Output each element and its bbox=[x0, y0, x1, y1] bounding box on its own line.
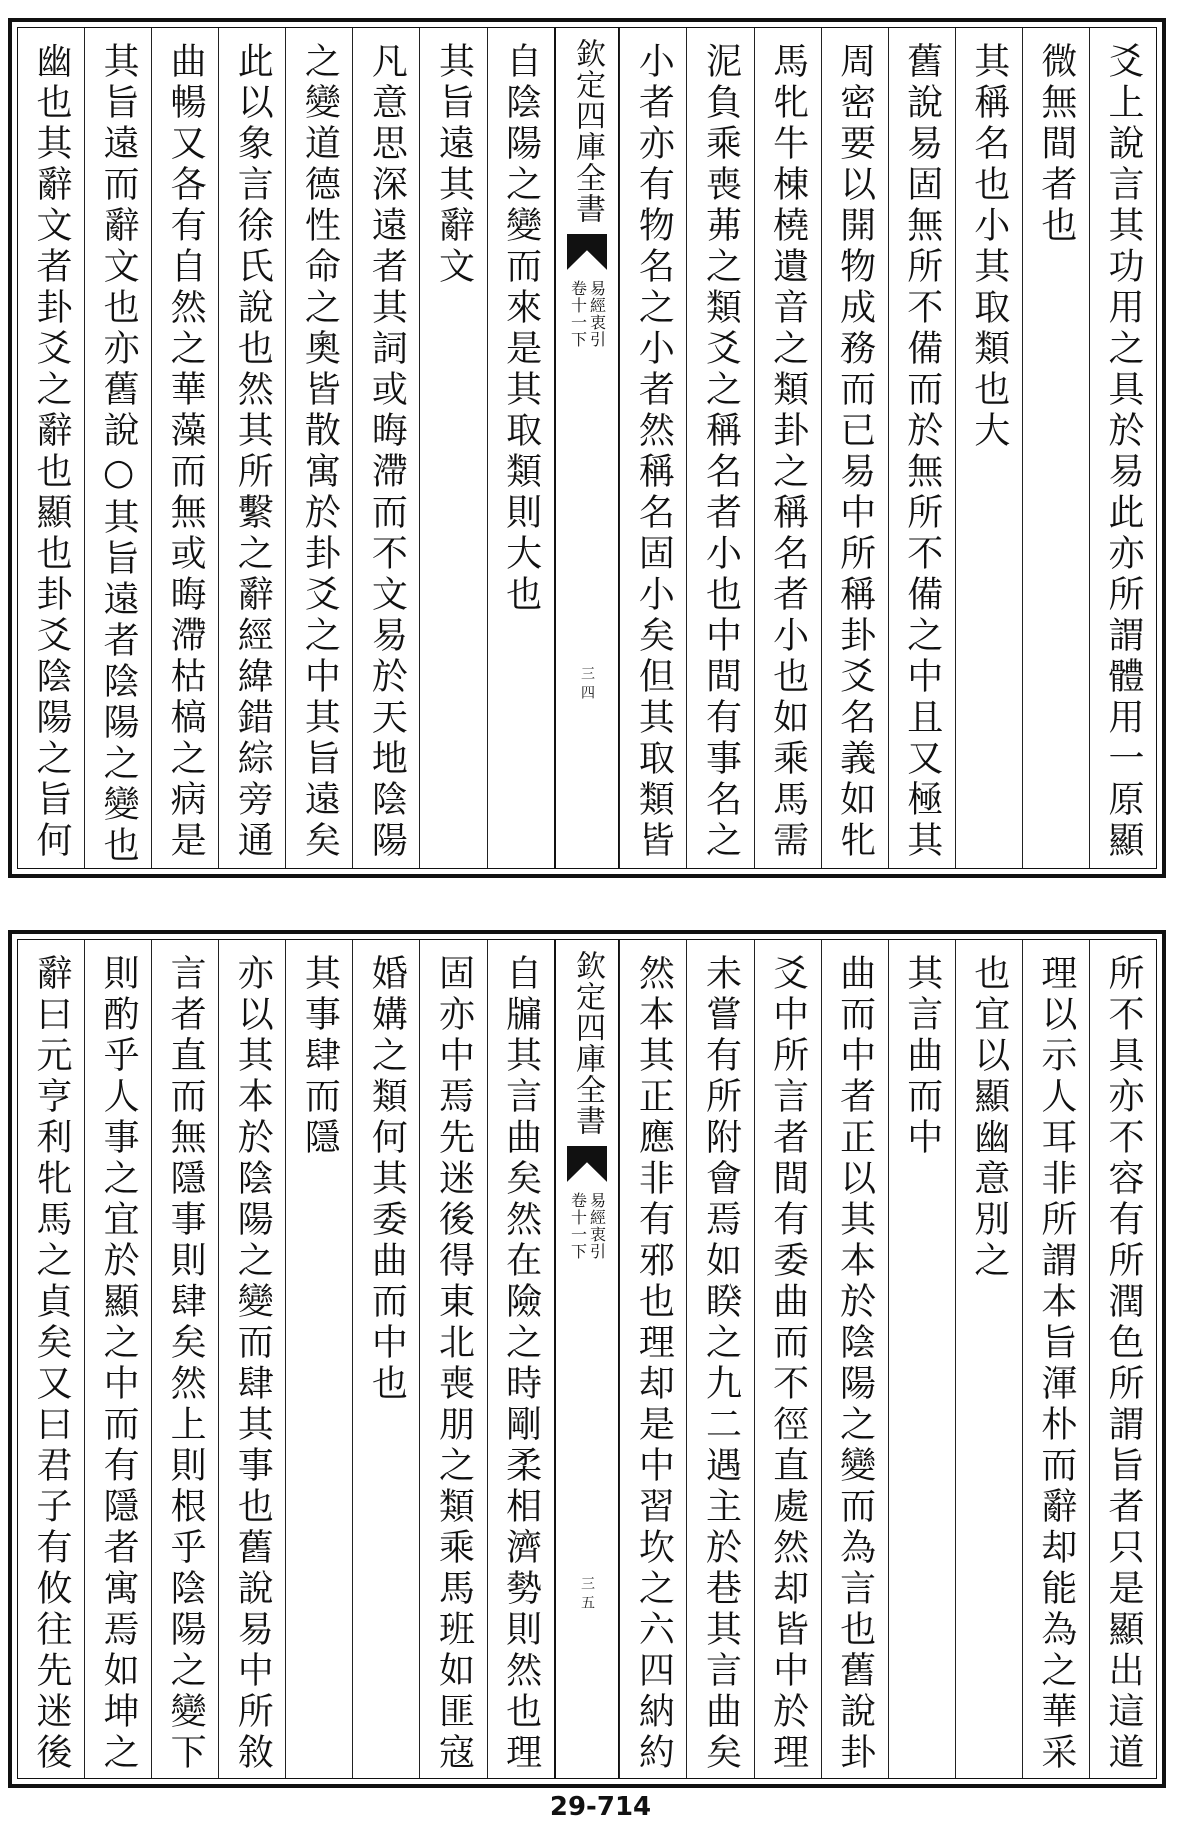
text-column: 則酌乎人事之宜於顯之中而有隱者寓焉如坤之 bbox=[84, 940, 151, 1778]
text-column: 言者直而無隱事則肆矣然上則根乎陰陽之變下 bbox=[151, 940, 218, 1778]
text-column: 亦以其本於陰陽之變而肆其事也舊說易中所敘 bbox=[218, 940, 285, 1778]
volume-label: 卷十一下 bbox=[568, 280, 588, 348]
text-column: 自牖其言曲矣然在險之時剛柔相濟勢則然也理 bbox=[487, 940, 554, 1778]
text-column: 曲暢又各有自然之華藻而無或晦滯枯槁之病是 bbox=[151, 28, 218, 868]
text-column: 馬牝牛棟橈遺音之類卦之稱名者小也如乘馬需 bbox=[754, 28, 821, 868]
fishtail-mark bbox=[567, 1146, 607, 1182]
text-column: 所不具亦不容有所潤色所謂旨者只是顯出這道 bbox=[1089, 940, 1156, 1778]
text-column: 曲而中者正以其本於陰陽之變而為言也舊說卦 bbox=[821, 940, 888, 1778]
text-column: 凡意思深遠者其詞或晦滯而不文易於天地陰陽 bbox=[352, 28, 419, 868]
text-columns bbox=[18, 28, 1156, 868]
text-column: 小者亦有物名之小者然稱名固小矣但其取類皆 bbox=[619, 28, 686, 868]
page-top bbox=[8, 18, 1166, 878]
text-column: 其旨遠其辭文 bbox=[419, 28, 486, 868]
center-fold bbox=[554, 28, 620, 868]
text-column: 婚媾之類何其委曲而中也 bbox=[352, 940, 419, 1778]
text-column: 自陰陽之變而來是其取類則大也 bbox=[487, 28, 554, 868]
text-column: 未嘗有所附會焉如睽之九二遇主於巷其言曲矣 bbox=[686, 940, 753, 1778]
text-column: 也宜以顯幽意別之 bbox=[955, 940, 1022, 1778]
text-column: 固亦中焉先迷後得東北喪朋之類乘馬班如匪寇 bbox=[419, 940, 486, 1778]
folio-number: 三五 bbox=[578, 1576, 595, 1614]
page-bottom bbox=[8, 930, 1166, 1788]
book-title: 欽定四庫全書 bbox=[569, 950, 605, 1136]
book-title: 欽定四庫全書 bbox=[569, 38, 605, 224]
text-column: 泥負乘喪茀之類爻之稱名者小也中間有事名之 bbox=[686, 28, 753, 868]
text-column: 其言曲而中 bbox=[888, 940, 955, 1778]
text-column: 之變道德性命之奧皆散寓於卦爻之中其旨遠矣 bbox=[285, 28, 352, 868]
text-column: 幽也其辭文者卦爻之辭也顯也卦爻陰陽之旨何 bbox=[31, 42, 73, 862]
text-column: 然本其正應非有邪也理却是中習坎之六四納約 bbox=[619, 940, 686, 1778]
text-column: 爻上說言其功用之具於易此亦所謂體用一原顯 bbox=[1089, 28, 1156, 868]
text-column: 微無間者也 bbox=[1022, 28, 1089, 868]
text-column: 爻中所言者間有委曲而不徑直處然却皆中於理 bbox=[754, 940, 821, 1778]
volume-label: 卷十一下 bbox=[568, 1192, 588, 1260]
side-title: 易經衷引 bbox=[587, 280, 607, 348]
text-column: 此以象言徐氏說也然其所繫之辭經緯錯綜旁通 bbox=[218, 28, 285, 868]
side-title: 易經衷引 bbox=[587, 1192, 607, 1260]
text-columns bbox=[18, 940, 1156, 1778]
side-title-block bbox=[568, 1192, 607, 1260]
text-column: 理以示人耳非所謂本旨渾朴而辭却能為之華采 bbox=[1022, 940, 1089, 1778]
side-title-block bbox=[568, 280, 607, 348]
folio-number: 三四 bbox=[578, 666, 595, 704]
text-column: 其事肆而隱 bbox=[285, 940, 352, 1778]
page-number: 29-714 bbox=[549, 1792, 652, 1822]
text-column: 舊說易固無所不備而於無所不備之中且又極其 bbox=[888, 28, 955, 868]
text-column: 其旨遠而辭文也亦舊說○其旨遠者陰陽之變也 bbox=[84, 28, 151, 868]
text-column: 辭曰元亨利牝馬之貞矣又曰君子有攸往先迷後 bbox=[31, 954, 73, 1774]
center-fold bbox=[554, 940, 620, 1778]
text-column: 其稱名也小其取類也大 bbox=[955, 28, 1022, 868]
fishtail-mark bbox=[567, 234, 607, 270]
text-column: 周密要以開物成務而已易中所稱卦爻名義如牝 bbox=[821, 28, 888, 868]
